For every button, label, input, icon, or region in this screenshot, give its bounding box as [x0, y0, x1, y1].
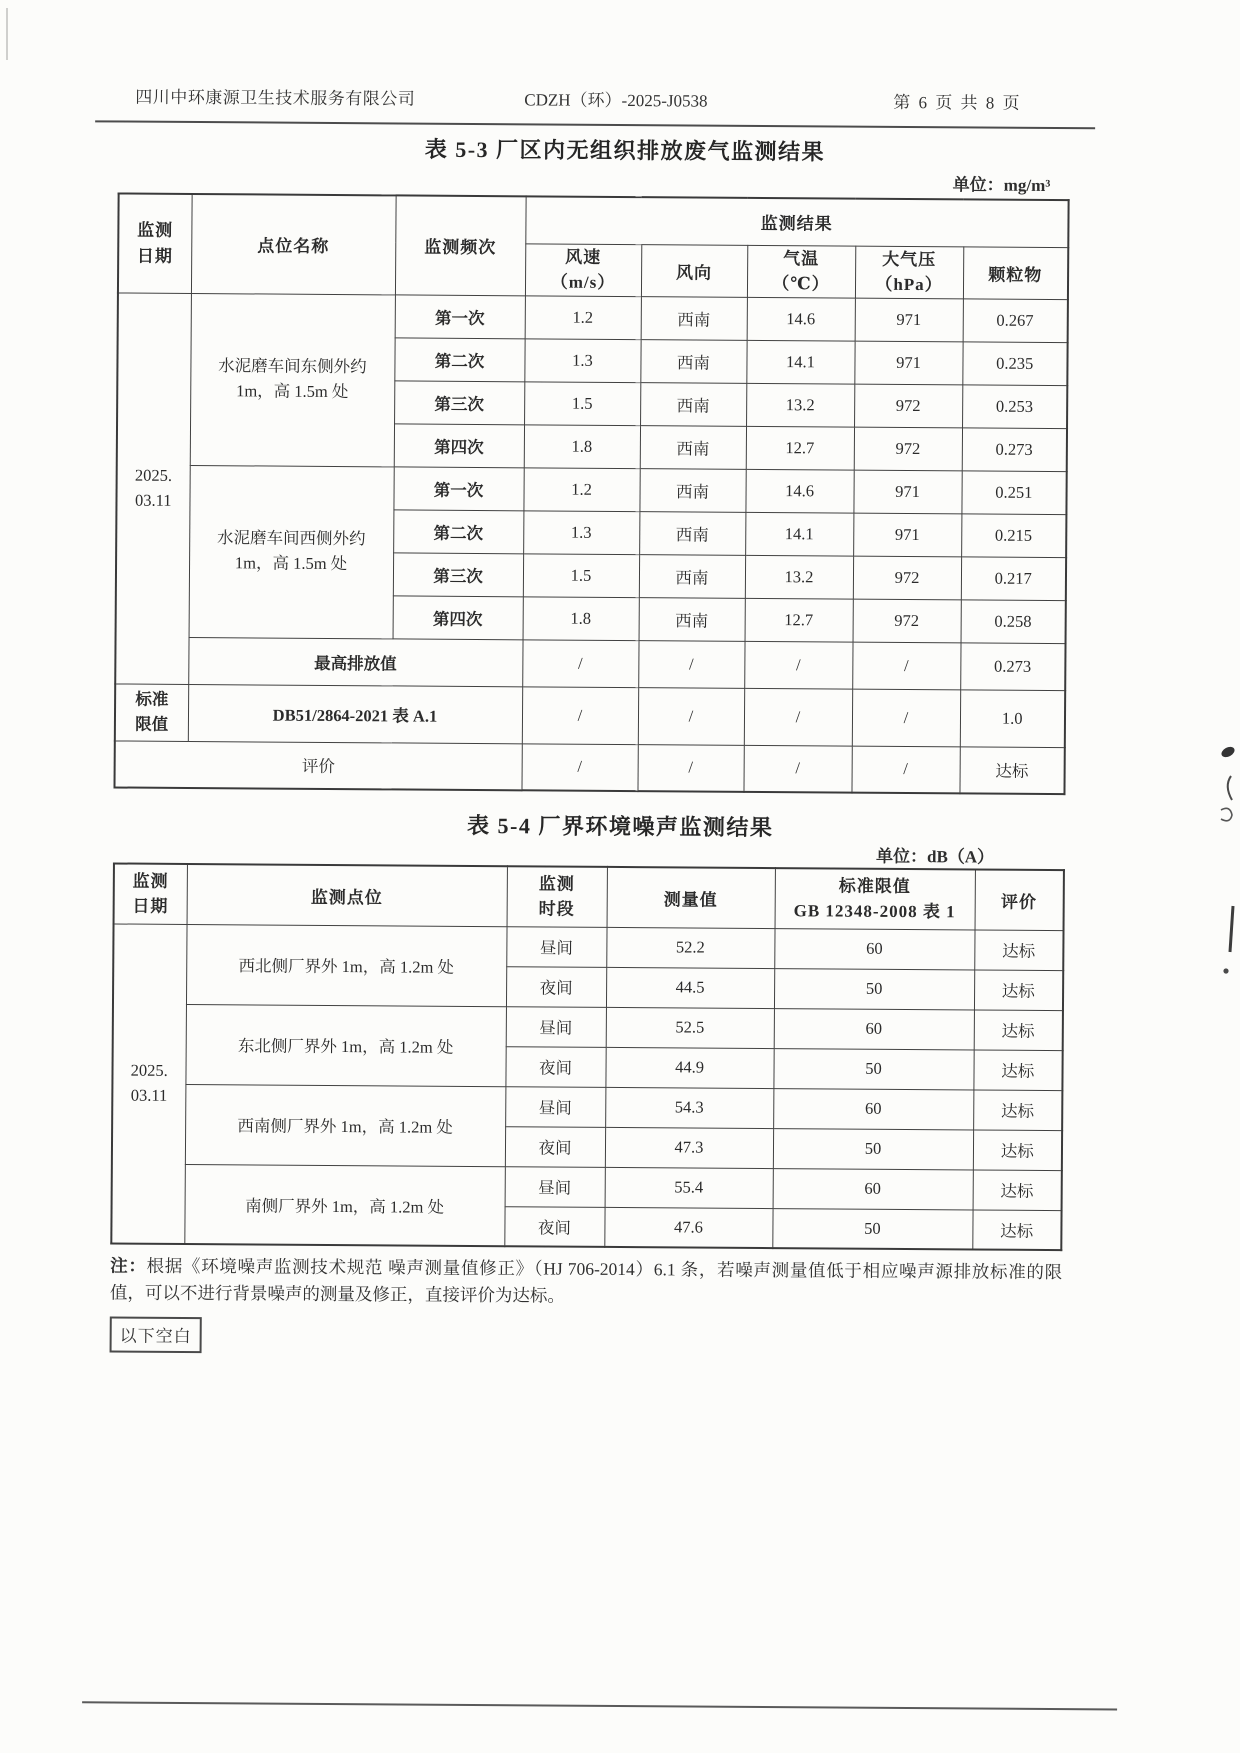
wind-dir-cell: 西南	[639, 468, 745, 512]
limit-pm-cell: 1.0	[960, 689, 1065, 747]
temp-cell: 14.6	[747, 297, 855, 341]
page-number: 第 6 页 共 8 页	[893, 92, 1022, 113]
limit-cell: 50	[774, 968, 974, 1009]
pressure-cell: 972	[853, 556, 961, 600]
period-cell: 昼间	[506, 926, 606, 967]
eval-cell: 达标	[973, 1049, 1062, 1090]
col-header-date: 监测 日期	[118, 193, 192, 293]
freq-cell: 第四次	[393, 595, 523, 639]
freq-cell: 第三次	[393, 552, 523, 596]
eval-wind-dir-cell: /	[637, 744, 743, 792]
wind-speed-cell: 1.3	[523, 510, 639, 554]
max-wind-dir-cell: /	[638, 640, 744, 688]
limit-cell: 60	[774, 1008, 974, 1049]
noise-location-cell: 南侧厂界外 1m，高 1.2m 处	[184, 1164, 505, 1246]
value-cell: 47.3	[605, 1127, 773, 1168]
pm-cell: 0.273	[962, 427, 1067, 471]
wind-dir-cell: 西南	[639, 554, 745, 598]
header-rule	[95, 120, 1095, 129]
period-cell: 夜间	[504, 1206, 604, 1247]
col-header-particulate: 颗粒物	[963, 246, 1068, 299]
temp-cell: 14.1	[745, 512, 853, 556]
blank-below-marker: 以下空白	[110, 1316, 202, 1353]
max-pressure-cell: /	[852, 642, 960, 690]
limit-cell: 60	[773, 1168, 973, 1209]
wind-speed-cell: 1.5	[524, 381, 640, 425]
freq-cell: 第一次	[393, 466, 523, 510]
pm-cell: 0.215	[961, 513, 1066, 557]
eval-cell: 达标	[972, 1209, 1061, 1250]
col-header-pressure: 大气压 （hPa）	[855, 246, 963, 299]
col-header-value: 测量值	[607, 867, 775, 928]
location-cell: 水泥磨车间东侧外约 1m，高 1.5m 处	[190, 293, 395, 466]
value-cell: 44.9	[605, 1047, 773, 1088]
table1-unit: 单位：mg/m³	[952, 175, 1051, 195]
footer-rule	[82, 1701, 1117, 1710]
pm-cell: 0.258	[961, 599, 1066, 643]
eval-cell: 达标	[973, 1169, 1062, 1210]
wind-dir-cell: 西南	[639, 511, 745, 555]
period-cell: 夜间	[505, 1046, 605, 1087]
period-cell: 昼间	[505, 1166, 605, 1207]
limit-pressure-cell: /	[852, 689, 960, 747]
freq-cell: 第二次	[394, 337, 524, 381]
limit-wind-dir-cell: /	[638, 687, 744, 745]
pressure-cell: 971	[854, 341, 962, 385]
limit-side-label: 标准 限值	[115, 683, 188, 741]
period-cell: 夜间	[505, 1126, 605, 1167]
noise-table	[110, 862, 1065, 1251]
limit-wind-speed-cell: /	[522, 686, 638, 744]
col-header-limit: 标准限值 GB 12348-2008 表 1	[775, 868, 975, 929]
wind-dir-cell: 西南	[641, 296, 747, 340]
wind-speed-cell: 1.5	[523, 553, 639, 597]
value-cell: 52.2	[606, 927, 774, 968]
limit-standard-label: DB51/2864-2021 表 A.1	[188, 684, 522, 743]
wind-dir-cell: 西南	[640, 339, 746, 383]
temp-cell: 14.1	[746, 340, 854, 384]
evaluation-label: 评价	[114, 740, 521, 790]
table2-unit: 单位：dB（A）	[875, 846, 995, 867]
limit-cell: 50	[773, 1128, 973, 1169]
waste-gas-table	[113, 192, 1069, 795]
eval-pressure-cell: /	[851, 746, 959, 794]
col-header-result: 监测结果	[525, 196, 1068, 247]
wind-speed-cell: 1.2	[523, 467, 639, 511]
footnote-label: 注：	[110, 1255, 147, 1276]
eval-cell: 达标	[974, 969, 1063, 1010]
monitor-date-cell: 2025. 03.11	[111, 923, 186, 1244]
period-cell: 夜间	[506, 966, 606, 1007]
pressure-cell: 971	[853, 513, 961, 557]
col-header-period: 监测 时段	[507, 866, 607, 927]
wind-speed-cell: 1.2	[525, 295, 641, 339]
pressure-cell: 971	[853, 470, 961, 514]
temp-cell: 12.7	[746, 426, 854, 470]
limit-cell: 60	[773, 1088, 973, 1129]
table2-title: 表 5-4 厂界环境噪声监测结果	[466, 812, 774, 841]
value-cell: 47.6	[604, 1207, 772, 1248]
max-temp-cell: /	[744, 641, 852, 689]
col-header-wind-dir: 风向	[641, 244, 747, 297]
col-header-evaluation: 评价	[975, 869, 1064, 930]
value-cell: 44.5	[606, 967, 774, 1008]
col-header-date: 监测 日期	[114, 863, 187, 924]
limit-temp-cell: /	[744, 688, 852, 746]
col-header-point: 点位名称	[191, 194, 396, 294]
wind-speed-cell: 1.8	[523, 596, 639, 640]
eval-cell: 达标	[974, 929, 1063, 970]
footnote	[110, 1252, 1062, 1313]
wind-dir-cell: 西南	[640, 382, 746, 426]
location-cell: 水泥磨车间西侧外约 1m，高 1.5m 处	[189, 465, 394, 638]
value-cell: 52.5	[606, 1007, 774, 1048]
freq-cell: 第二次	[393, 509, 523, 553]
limit-cell: 50	[772, 1208, 972, 1249]
freq-cell: 第四次	[394, 423, 524, 467]
wind-dir-cell: 西南	[639, 597, 745, 641]
noise-location-cell: 西北侧厂界外 1m，高 1.2m 处	[186, 924, 507, 1006]
freq-cell: 第三次	[394, 380, 524, 424]
max-emission-label: 最高排放值	[188, 637, 522, 686]
table1-title: 表 5-3 厂区内无组织排放废气监测结果	[424, 136, 826, 165]
pm-cell: 0.251	[961, 470, 1066, 514]
temp-cell: 13.2	[745, 555, 853, 599]
pm-cell: 0.235	[962, 341, 1067, 385]
pressure-cell: 972	[854, 384, 962, 428]
max-wind-speed-cell: /	[522, 639, 638, 687]
noise-location-cell: 东北侧厂界外 1m，高 1.2m 处	[185, 1004, 506, 1086]
pressure-cell: 972	[854, 427, 962, 471]
limit-cell: 60	[774, 928, 974, 969]
period-cell: 昼间	[506, 1006, 606, 1047]
wind-speed-cell: 1.8	[524, 424, 640, 468]
pm-cell: 0.253	[962, 384, 1067, 428]
eval-cell: 达标	[973, 1089, 1062, 1130]
monitor-date-cell: 2025. 03.11	[115, 292, 191, 684]
value-cell: 55.4	[605, 1167, 773, 1208]
period-cell: 昼间	[505, 1086, 605, 1127]
eval-cell: 达标	[974, 1009, 1063, 1050]
freq-cell: 第一次	[395, 294, 525, 338]
document-number: CDZH（环）-2025-J0538	[524, 90, 708, 111]
col-header-freq: 监测频次	[395, 195, 526, 295]
eval-cell: 达标	[973, 1129, 1062, 1170]
pm-cell: 0.267	[963, 298, 1068, 342]
company-name: 四川中环康源卫生技术服务有限公司	[135, 87, 416, 109]
footnote-text: 根据《环境噪声监测技术规范 噪声测量值修正》（HJ 706-2014）6.1 条，若噪声测量值低于相应噪声源排放标准的限值，可以不进行背景噪声的测量及修正，直接评价为达标。	[109, 1255, 1063, 1306]
pressure-cell: 971	[855, 298, 963, 342]
limit-cell: 50	[773, 1048, 973, 1089]
value-cell: 54.3	[605, 1087, 773, 1128]
col-header-wind-speed: 风速 （m/s）	[525, 243, 641, 296]
eval-wind-speed-cell: /	[521, 743, 637, 791]
col-header-temperature: 气温 （℃）	[747, 245, 855, 298]
pm-cell: 0.217	[961, 556, 1066, 600]
wind-speed-cell: 1.3	[524, 338, 640, 382]
noise-location-cell: 西南侧厂界外 1m，高 1.2m 处	[185, 1084, 506, 1166]
col-header-point: 监测点位	[187, 864, 507, 926]
pressure-cell: 972	[853, 599, 961, 643]
max-pm-cell: 0.273	[960, 642, 1065, 690]
temp-cell: 13.2	[746, 383, 854, 427]
eval-temp-cell: /	[743, 745, 851, 793]
scan-ink-artifacts	[1216, 740, 1240, 990]
temp-cell: 14.6	[745, 469, 853, 513]
eval-pm-cell: 达标	[959, 746, 1064, 794]
wind-dir-cell: 西南	[640, 425, 746, 469]
temp-cell: 12.7	[745, 598, 853, 642]
